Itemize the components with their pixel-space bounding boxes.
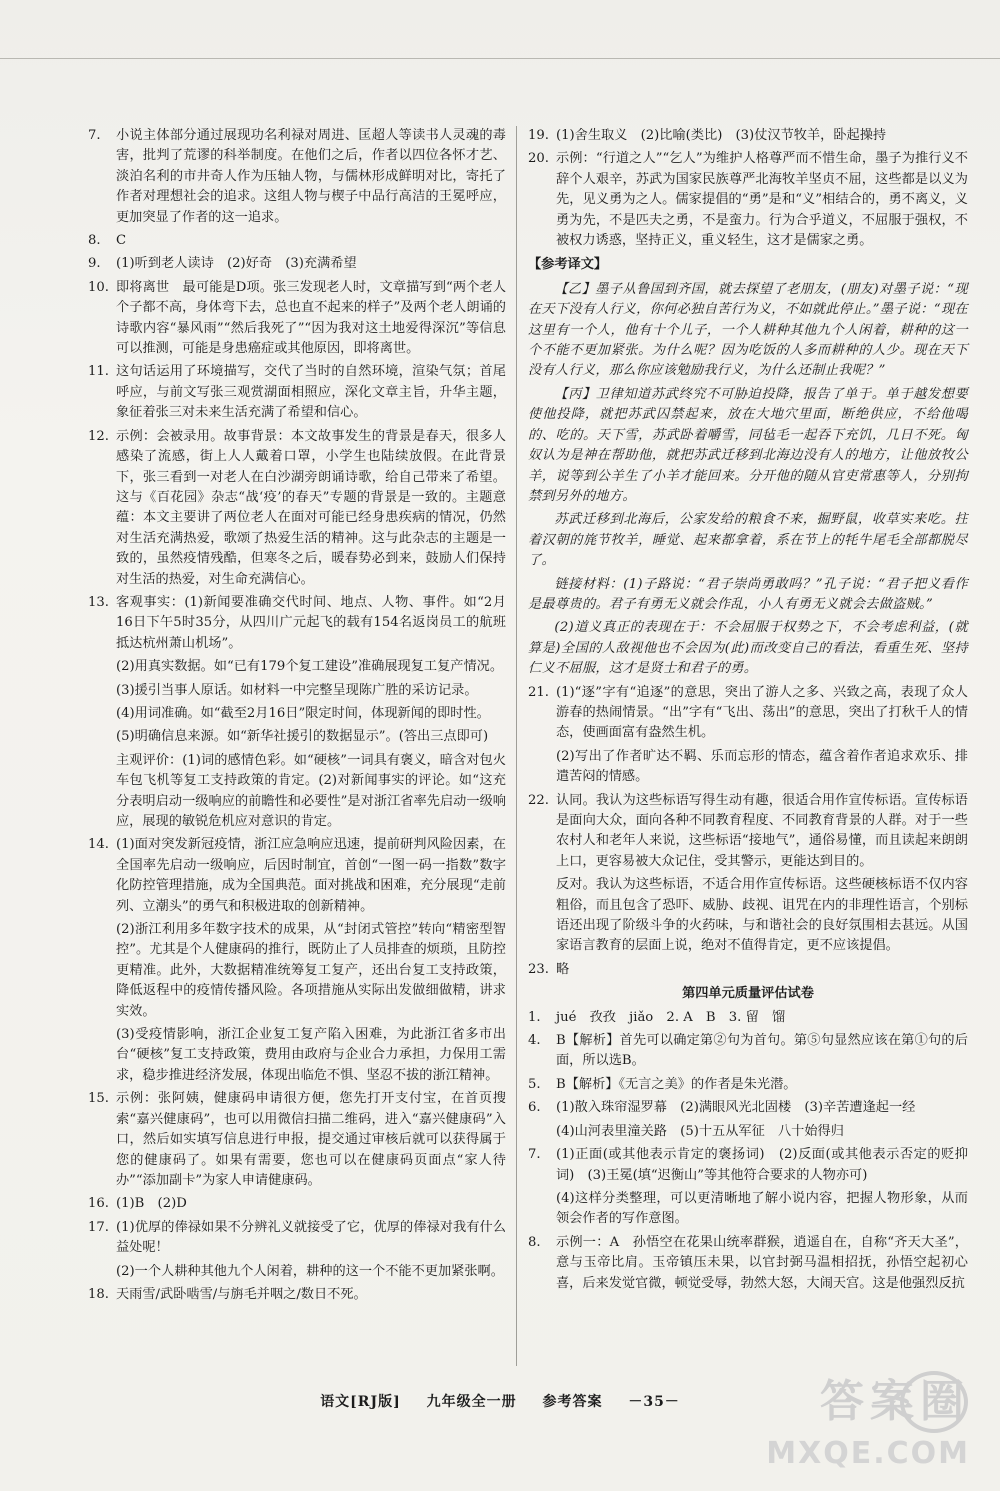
right-column — [528, 126, 968, 1297]
reference-translation-heading: 【参考译文】 — [528, 257, 608, 273]
answer-text: (2)一个人耕种其他九个人闲着，耕种的这一个不能不更加紧张啊。 — [116, 1263, 504, 1279]
answer-item — [528, 126, 968, 146]
answer-text: 小说主体部分通过展现功名利禄对周进、匡超人等读书人灵魂的毒害，批判了荒谬的科举制度。在他们之后，作者以四位各怀才艺、淡泊名利的市井奇人作为压轴人物，与儒林形成鲜明对比，寄托了作者对理想社会的追求。这组人物与楔子中品行高洁的王冕呼应，更加突显了作者的这一追求。 — [116, 128, 506, 225]
answer-item — [528, 747, 968, 788]
translation-paragraph: (2)道义真正的表现在于：不会屈服于权势之下，不会考虑利益，(就算是)全国的人敌视他也不会因为(此)而改变自己的看法，看重生死、坚持仁义不屈服，这才是贤士和君子的勇。 — [528, 620, 968, 677]
answer-number: 18. — [88, 1286, 109, 1302]
unit-test-title: 第四单元质量评估试卷 — [682, 986, 814, 1002]
answer-text: 反对。我认为这些标语，不适合用作宣传标语。这些硬核标语不仅内容粗俗，而且包含了恐吓、威胁、歧视、诅咒在内的非理性语言，个别标语还出现了阶级斗争的火药味，与和谐社会的良好氛围相去甚远。从国家语言教育的层面上说，绝对不值得肯定，更不应该提倡。 — [556, 877, 968, 954]
answer-number: 8. — [528, 1234, 541, 1250]
answer-number: 9. — [88, 256, 101, 272]
answer-item — [528, 875, 968, 957]
answer-text: 示例：张阿姨，健康码申请很方便，您先打开支付宝，在首页搜索“嘉兴健康码”，也可以用微信扫描二维码，进入“嘉兴健康码”入口，然后如实填写信息进行申报，提交通过审核后就可以获得属于您的健康码了。如果有需要，您也可以在健康码页面点“家人待办”“添加副卡”为家人申请健康码。 — [116, 1091, 506, 1188]
answer-item — [88, 126, 506, 228]
answer-text: (2)写出了作者旷达不羁、乐而忘形的情态，蕴含着作者追求欢乐、排遣苦闷的情感。 — [556, 748, 968, 785]
answer-text: 即将离世 最可能是D项。张三发现老人时，文章描写到“两个老人个子都不高，身体弯下去，总也直不起来的样子”及两个老人朗诵的诗歌内容“暴风雨”“然后我死了”“因为我对这土地爱得深沉”等信息可以推测，可能是身患癌症或其他原因，即将离世。 — [116, 279, 506, 357]
answer-number: 21. — [528, 684, 549, 700]
answer-number: 13. — [88, 594, 109, 610]
translation-paragraph: 链接材料：(1)子路说：“君子崇尚勇敢吗？”孔子说：“君子把义看作是最尊贵的。君子有勇无义就会作乱，小人有勇无义就会去做盗贼。” — [528, 576, 968, 612]
answer-number: 4. — [528, 1033, 541, 1049]
left-column — [88, 126, 506, 1308]
answer-item — [88, 681, 506, 701]
answer-number: 16. — [88, 1196, 109, 1212]
answer-number: 19. — [528, 128, 549, 143]
answer-number: 7. — [88, 128, 101, 143]
answer-text: 认同。我认为这些标语写得生动有趣，很适合用作宣传标语。宣传标语是面向大众，面向各种不同教育程度、不同教育背景的人群。对于一些农村人和老年人来说，这些标语“接地气”，通俗易懂，而且读起来朗朗上口，更容易被大众记住，受其警示，更能达到目的。 — [556, 792, 968, 869]
answer-text: (1)优厚的俸禄如果不分辨礼义就接受了它，优厚的俸禄对我有什么益处呢！ — [116, 1219, 506, 1256]
answer-text: B【解析】首先可以确定第②句为首句。第⑤句显然应该在第①句的后面，所以选B。 — [556, 1033, 968, 1069]
answer-item — [528, 791, 968, 873]
answer-number: 12. — [88, 428, 109, 444]
answer-item — [528, 1122, 968, 1142]
answer-item — [88, 427, 506, 590]
answer-number: 5. — [528, 1076, 541, 1092]
answer-item — [88, 835, 506, 917]
answer-text: 客观事实：(1)新闻要准确交代时间、地点、人物、事件。如“2月16日下午5时35分，从四川广元起飞的载有154名返岗员工的航班抵达杭州萧山机场”。 — [116, 594, 506, 651]
answer-item — [88, 593, 506, 654]
answer-number: 11. — [88, 364, 109, 380]
answer-text: (1)散入珠帘湿罗幕 (2)满眼风光北固楼 (3)辛苦遭逢起一经 — [556, 1100, 916, 1116]
translation-paragraph: 【乙】墨子从鲁国到齐国，就去探望了老朋友，(朋友)对墨子说：“现在天下没有人行义，你何必独自苦行为义，不如就此停止。”墨子说：“现在这里有一个人，他有十个儿子，一个人耕种其他九个人闲着，耕种的这一个不能不更加紧张。为什么呢？因为吃饭的人多而耕种的人少。现在天下没有人行义，那么你应该勉励我行义，为什么还制止我呢？” — [528, 281, 968, 379]
answer-item — [528, 1098, 968, 1118]
answer-text: (4)用词准确。如“截至2月16日”限定时间，体现新闻的即时性。 — [116, 705, 490, 721]
answer-text: (4)这样分类整理，可以更清晰地了解小说内容，把握人物形象，从而领会作者的写作意图。 — [556, 1190, 968, 1227]
answer-item — [528, 1008, 968, 1028]
answer-item — [88, 1262, 506, 1282]
answer-text: (1)面对突发新冠疫情，浙江应急响应迅速，提前研判风险因素，在全国率先启动一级响应，后因时制宜，首创“一图一码一指数”数字化防控管理措施，成为全国典范。面对挑战和困难，充分展现“走前列、立潮头”的勇气和积极进取的创新精神。 — [116, 837, 506, 914]
answer-item — [88, 920, 506, 1022]
footer-section: 参考答案 — [542, 1394, 603, 1410]
answer-text: (3)援引当事人原话。如材料一中完整呈现陈广胜的采访记录。 — [116, 682, 478, 698]
answer-item — [528, 1233, 968, 1294]
answer-number: 8. — [88, 233, 101, 249]
answer-item — [528, 149, 968, 251]
answer-item — [88, 704, 506, 724]
answer-item — [88, 1194, 506, 1214]
answer-item — [88, 362, 506, 423]
answer-item — [528, 1031, 968, 1072]
answer-text: (1)“逐”字有“追逐”的意思，突出了游人之多、兴致之高，表现了众人游春的热闹情景。“出”字有“飞出、荡出”的意思，突出了打秋千人的情态，使画面富有盎然生机。 — [556, 684, 968, 741]
answer-text: (2)浙江利用多年数字技术的成果，从“封闭式管控”转向“精密型智控”。尤其是个人健康码的推行，既防止了人员排查的烦琐，且防控更精准。此外，大数据精准统筹复工复产，还出台复工支持政策，降低返程中的疫情传播风险。各项措施从实际出发做细做精，讲求实效。 — [116, 922, 506, 1019]
answer-text: jué 孜孜 jiǎo 2. A B 3. 留 馏 — [556, 1009, 786, 1025]
answer-text: 这句话运用了环境描写，交代了当时的自然环境，渲染气氛；首尾呼应，与前文写张三观赏湖面相照应，深化文章主旨，升华主题，象征着张三对未来生活充满了希望和信心。 — [116, 364, 506, 421]
answer-text: 示例：“行道之人”“乞人”为维护人格尊严而不惜生命，墨子为推行义不辞个人艰辛，苏武为国家民族尊严北海牧羊坚贞不屈，这些都是以义为先，见义勇为之人。儒家提倡的“勇”是和“义”相结合的，勇不离义，义勇为先，不是匹夫之勇，不是蛮力。行为合乎道义，不屈服于强权，不被权力诱惑，坚持正义，重义轻生，这才是儒家之勇。 — [556, 151, 968, 249]
answer-item — [528, 1189, 968, 1230]
translation-paragraph: 苏武迁移到北海后，公家发给的粮食不来，掘野鼠，收草实来吃。拄着汉朝的旄节牧羊，睡觉、起来都拿着，系在节上的牦牛尾毛全部都脱尽了。 — [528, 512, 968, 569]
answer-text: (2)用真实数据。如“已有179个复工建设”准确展现复工复产情况。 — [116, 659, 504, 675]
answer-number: 20. — [528, 151, 549, 167]
answer-item — [88, 278, 506, 360]
translation-paragraph: 【丙】卫律知道苏武终究不可胁迫投降，报告了单于。单于越发想要使他投降，就把苏武囚禁起来，放在大地穴里面，断绝供应，不给他喝的、吃的。天下雪，苏武卧着嚼雪，同毡毛一起吞下充饥，几日不死。匈奴认为是神在帮助他，就把苏武迁移到北海边没有人的地方，让他放牧公羊，说等到公羊生了小羊才能回来。分开他的随从官吏常惠等人，分别拘禁到另外的地方。 — [528, 386, 968, 504]
answer-item — [528, 1145, 968, 1186]
footer-subject: 语文[RJ版] — [320, 1394, 401, 1410]
answer-text: 天雨雪/武卧啮雪/与旃毛并咽之/数日不死。 — [116, 1286, 367, 1302]
answer-item — [88, 657, 506, 677]
answer-item — [88, 751, 506, 833]
answer-item — [88, 1218, 506, 1259]
answer-text: (3)受疫情影响，浙江企业复工复产陷入困难，为此浙江省多市出台“硬核”复工支持政策，费用由政府与企业合力承担，力保用工需求，稳步推进经济发展，体现出临危不惧、坚忍不拔的浙江精神。 — [116, 1027, 506, 1083]
watermark-logo-text: 答案圈 — [820, 1376, 970, 1427]
watermark-url: MXQE.COM — [766, 1436, 970, 1471]
answer-item — [88, 727, 506, 747]
answer-text: 示例一：A 孙悟空在花果山统率群猴，逍遥自在，自称“齐天大圣”，意与玉帝比肩。玉帝镇压未果，以官封弼马温相招抚，孙悟空起初心喜，后来发觉官微，顿觉受辱，勃然大怒，大闹天宫。这是他强烈反抗 — [556, 1234, 968, 1291]
answer-item — [88, 254, 506, 274]
answer-number: 10. — [88, 279, 109, 295]
answer-item — [88, 1025, 506, 1086]
answer-item — [528, 960, 968, 980]
answer-number: 22. — [528, 792, 549, 808]
answer-number: 17. — [88, 1219, 109, 1235]
answer-number: 1. — [528, 1009, 541, 1025]
header-rule — [0, 58, 1000, 59]
answer-text: 略 — [556, 961, 570, 977]
answer-item — [528, 683, 968, 744]
answer-text: B【解析】《无言之美》的作者是朱光潜。 — [556, 1076, 797, 1092]
answer-item — [528, 1075, 968, 1095]
answer-item — [88, 1089, 506, 1191]
footer-page-number: －35－ — [628, 1394, 680, 1410]
answer-text: 示例：会被录用。故事背景：本文故事发生的背景是春天，很多人感染了流感，街上人人戴着口罩，小学生也陆续放假。在此背景下，张三看到一对老人在白沙湖旁朗诵诗歌，给自己带来了希望。这与《百花园》杂志“战‘疫’的春天”专题的背景是一致的。主题意蕴：本文主要讲了两位老人在面对可能已经身患疾病的情况，仍然对生活充满热爱，歌颂了热爱生活的精神。这与此杂志的主题是一致的，虽然疫情残酷，但寒冬之后，暖春势必到来，鼓励人们保持对生活的热爱，对生命充满信心。 — [116, 428, 506, 587]
answer-text: (1)正面(或其他表示肯定的褒扬词) (2)反面(或其他表示否定的贬抑词) (3)王冕(填“迟衡山”等其他符合要求的人物亦可) — [556, 1147, 968, 1183]
answer-item — [88, 1285, 506, 1305]
answer-text: (4)山河表里潼关路 (5)十五从军征 八十始得归 — [556, 1123, 844, 1139]
answer-text: (1)听到老人读诗 (2)好奇 (3)充满希望 — [116, 256, 357, 272]
answer-number: 15. — [88, 1091, 109, 1107]
answer-number: 7. — [528, 1147, 541, 1163]
footer-grade: 九年级全一册 — [426, 1394, 517, 1410]
answer-text: C — [116, 233, 127, 249]
answer-number: 23. — [528, 961, 549, 977]
answer-number: 14. — [88, 837, 109, 853]
answer-item — [88, 231, 506, 251]
answer-number: 6. — [528, 1100, 541, 1116]
answer-text: (1)B (2)D — [116, 1196, 187, 1212]
answer-text: (1)舍生取义 (2)比喻(类比) (3)仗汉节牧羊，卧起操持 — [556, 128, 887, 143]
answer-text: 主观评价：(1)词的感情色彩。如“硬核”一词具有褒义，暗含对包火车包飞机等复工支持政策的肯定。(2)对新闻事实的评论。如“这充分表明启动一级响应的前瞻性和必要性”是对浙江省率先启动一级响应，展现的敏锐危机应对意识的肯定。 — [116, 752, 506, 829]
column-divider — [516, 126, 517, 1366]
answer-text: (5)明确信息来源。如“新华社援引的数据显示”。(答出三点即可) — [116, 729, 489, 745]
